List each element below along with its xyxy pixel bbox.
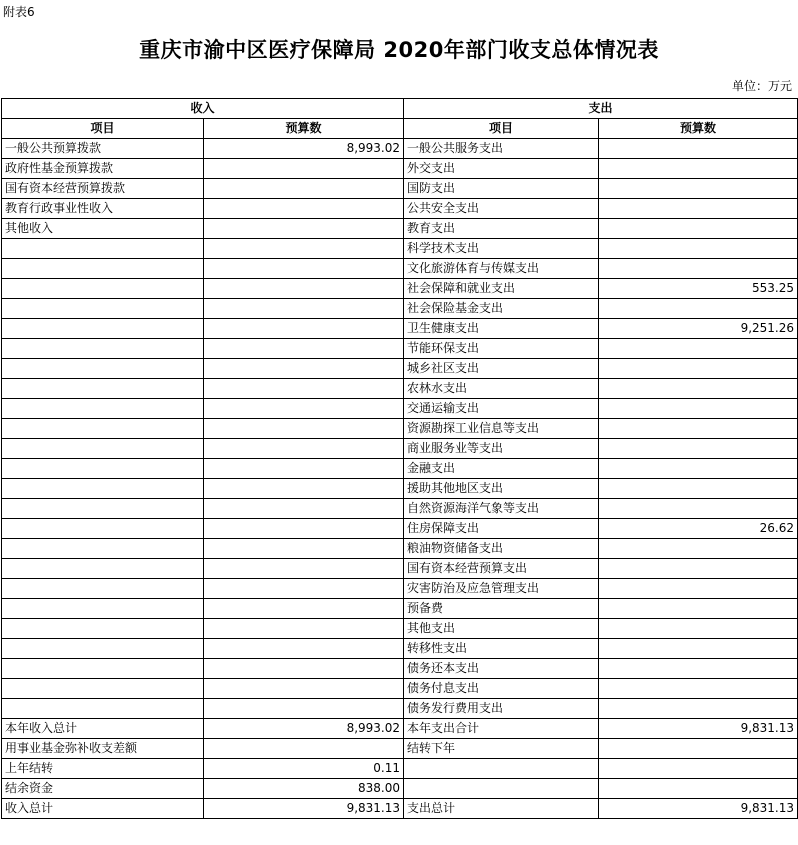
income-value-cell — [204, 619, 404, 639]
column-header-row — [2, 119, 798, 139]
income-value-cell: 9,831.13 — [204, 799, 404, 819]
expense-value-cell — [599, 259, 798, 279]
income-item-cell — [2, 399, 204, 419]
table-row — [2, 259, 798, 279]
table-row — [2, 459, 798, 479]
income-value-cell: 8,993.02 — [204, 139, 404, 159]
expense-item-cell: 本年支出合计 — [404, 719, 599, 739]
expense-value-cell — [599, 559, 798, 579]
income-item-cell — [2, 479, 204, 499]
table-row — [2, 279, 798, 299]
income-value-cell — [204, 679, 404, 699]
income-value-cell — [204, 339, 404, 359]
income-value-cell — [204, 519, 404, 539]
table-row — [2, 179, 798, 199]
table-row — [2, 639, 798, 659]
expense-item-cell: 教育支出 — [404, 219, 599, 239]
expense-value-cell — [599, 159, 798, 179]
income-item-cell — [2, 519, 204, 539]
table-row — [2, 519, 798, 539]
income-value-cell — [204, 159, 404, 179]
income-value-cell — [204, 179, 404, 199]
expense-value-cell — [599, 219, 798, 239]
expense-value-cell — [599, 379, 798, 399]
expense-value-cell — [599, 419, 798, 439]
table-row — [2, 219, 798, 239]
expense-value-cell — [599, 359, 798, 379]
expense-item-cell: 节能环保支出 — [404, 339, 599, 359]
table-row — [2, 319, 798, 339]
income-item-cell — [2, 599, 204, 619]
expense-value-cell — [599, 399, 798, 419]
expense-item-cell: 债务还本支出 — [404, 659, 599, 679]
table-row — [2, 159, 798, 179]
income-item-cell — [2, 279, 204, 299]
income-section-header: 收入 — [2, 99, 404, 119]
expense-item-cell: 社会保险基金支出 — [404, 299, 599, 319]
table-row — [2, 579, 798, 599]
income-value-cell — [204, 699, 404, 719]
income-item-cell — [2, 619, 204, 639]
income-item-cell — [2, 579, 204, 599]
expense-value-cell — [599, 179, 798, 199]
income-value-cell — [204, 639, 404, 659]
income-item-cell: 政府性基金预算拨款 — [2, 159, 204, 179]
table-row — [2, 359, 798, 379]
table-row — [2, 599, 798, 619]
expense-item-cell: 自然资源海洋气象等支出 — [404, 499, 599, 519]
table-row — [2, 739, 798, 759]
expense-item-cell: 外交支出 — [404, 159, 599, 179]
expense-value-cell — [599, 439, 798, 459]
income-item-cell: 本年收入总计 — [2, 719, 204, 739]
expense-item-cell: 商业服务业等支出 — [404, 439, 599, 459]
expense-section-header: 支出 — [404, 99, 798, 119]
income-item-cell — [2, 699, 204, 719]
expense-item-cell: 灾害防治及应急管理支出 — [404, 579, 599, 599]
income-item-cell: 国有资本经营预算拨款 — [2, 179, 204, 199]
expense-value-cell — [599, 239, 798, 259]
income-value-cell — [204, 739, 404, 759]
expense-value-cell — [599, 539, 798, 559]
income-item-cell — [2, 239, 204, 259]
income-item-cell — [2, 299, 204, 319]
expense-item-cell: 转移性支出 — [404, 639, 599, 659]
expense-value-cell: 26.62 — [599, 519, 798, 539]
expense-item-cell: 结转下年 — [404, 739, 599, 759]
expense-item-cell: 文化旅游体育与传媒支出 — [404, 259, 599, 279]
income-value-cell — [204, 659, 404, 679]
expense-value-cell — [599, 499, 798, 519]
table-row — [2, 799, 798, 819]
expense-budget-header: 预算数 — [599, 119, 798, 139]
budget-table — [1, 98, 798, 819]
income-value-cell: 8,993.02 — [204, 719, 404, 739]
income-item-cell — [2, 259, 204, 279]
expense-value-cell — [599, 199, 798, 219]
income-item-cell — [2, 439, 204, 459]
income-value-cell — [204, 379, 404, 399]
expense-item-header: 项目 — [404, 119, 599, 139]
income-value-cell — [204, 599, 404, 619]
income-item-cell: 收入总计 — [2, 799, 204, 819]
income-item-cell: 用事业基金弥补收支差额 — [2, 739, 204, 759]
income-item-cell: 结余资金 — [2, 779, 204, 799]
expense-value-cell: 9,831.13 — [599, 719, 798, 739]
expense-value-cell — [599, 639, 798, 659]
expense-item-cell: 国防支出 — [404, 179, 599, 199]
expense-value-cell — [599, 299, 798, 319]
expense-item-cell: 粮油物资储备支出 — [404, 539, 599, 559]
expense-item-cell: 预备费 — [404, 599, 599, 619]
unit-label: 单位：万元 — [731, 79, 792, 93]
income-value-cell — [204, 199, 404, 219]
income-value-cell: 0.11 — [204, 759, 404, 779]
expense-value-cell — [599, 619, 798, 639]
income-item-cell — [2, 559, 204, 579]
table-row — [2, 539, 798, 559]
expense-item-cell: 农林水支出 — [404, 379, 599, 399]
income-value-cell — [204, 499, 404, 519]
table-row — [2, 139, 798, 159]
table-row — [2, 419, 798, 439]
table-row — [2, 379, 798, 399]
expense-value-cell — [599, 699, 798, 719]
expense-item-cell: 资源勘探工业信息等支出 — [404, 419, 599, 439]
expense-value-cell — [599, 139, 798, 159]
income-value-cell — [204, 279, 404, 299]
expense-item-cell — [404, 759, 599, 779]
income-item-cell: 其他收入 — [2, 219, 204, 239]
table-row — [2, 779, 798, 799]
table-row — [2, 239, 798, 259]
expense-item-cell: 债务付息支出 — [404, 679, 599, 699]
table-row — [2, 339, 798, 359]
expense-value-cell — [599, 679, 798, 699]
income-item-cell — [2, 659, 204, 679]
expense-value-cell — [599, 659, 798, 679]
income-value-cell — [204, 239, 404, 259]
annex-label: 附表6 — [3, 5, 35, 19]
table-row — [2, 399, 798, 419]
income-value-cell — [204, 459, 404, 479]
section-header-row — [2, 99, 798, 119]
income-item-cell — [2, 379, 204, 399]
table-row — [2, 479, 798, 499]
income-item-cell — [2, 359, 204, 379]
table-row — [2, 759, 798, 779]
income-item-cell — [2, 539, 204, 559]
expense-item-cell: 援助其他地区支出 — [404, 479, 599, 499]
income-value-cell — [204, 359, 404, 379]
income-value-cell — [204, 259, 404, 279]
expense-item-cell: 支出总计 — [404, 799, 599, 819]
expense-item-cell: 城乡社区支出 — [404, 359, 599, 379]
table-row — [2, 439, 798, 459]
expense-item-cell: 社会保障和就业支出 — [404, 279, 599, 299]
expense-value-cell: 553.25 — [599, 279, 798, 299]
income-value-cell — [204, 319, 404, 339]
income-value-cell — [204, 439, 404, 459]
income-value-cell: 838.00 — [204, 779, 404, 799]
income-value-cell — [204, 299, 404, 319]
table-row — [2, 199, 798, 219]
income-budget-header: 预算数 — [204, 119, 404, 139]
income-item-cell — [2, 339, 204, 359]
income-value-cell — [204, 419, 404, 439]
table-row — [2, 719, 798, 739]
expense-item-cell — [404, 779, 599, 799]
expense-item-cell: 国有资本经营预算支出 — [404, 559, 599, 579]
income-value-cell — [204, 479, 404, 499]
expense-item-cell: 债务发行费用支出 — [404, 699, 599, 719]
expense-item-cell: 卫生健康支出 — [404, 319, 599, 339]
table-row — [2, 679, 798, 699]
income-item-cell — [2, 459, 204, 479]
expense-value-cell — [599, 339, 798, 359]
table-row — [2, 499, 798, 519]
income-item-cell: 一般公共预算拨款 — [2, 139, 204, 159]
expense-value-cell — [599, 479, 798, 499]
income-item-cell: 教育行政事业性收入 — [2, 199, 204, 219]
expense-item-cell: 交通运输支出 — [404, 399, 599, 419]
income-item-cell — [2, 499, 204, 519]
income-value-cell — [204, 219, 404, 239]
page-title: 重庆市渝中区医疗保障局 2020年部门收支总体情况表 — [139, 38, 659, 62]
income-item-cell: 上年结转 — [2, 759, 204, 779]
expense-value-cell — [599, 459, 798, 479]
expense-item-cell: 其他支出 — [404, 619, 599, 639]
income-item-cell — [2, 419, 204, 439]
expense-value-cell: 9,251.26 — [599, 319, 798, 339]
income-item-header: 项目 — [2, 119, 204, 139]
expense-value-cell: 9,831.13 — [599, 799, 798, 819]
expense-value-cell — [599, 759, 798, 779]
expense-item-cell: 公共安全支出 — [404, 199, 599, 219]
income-value-cell — [204, 559, 404, 579]
expense-item-cell: 住房保障支出 — [404, 519, 599, 539]
table-row — [2, 299, 798, 319]
expense-value-cell — [599, 599, 798, 619]
expense-value-cell — [599, 779, 798, 799]
expense-item-cell: 一般公共服务支出 — [404, 139, 599, 159]
expense-item-cell: 金融支出 — [404, 459, 599, 479]
expense-item-cell: 科学技术支出 — [404, 239, 599, 259]
table-row — [2, 699, 798, 719]
income-value-cell — [204, 579, 404, 599]
income-value-cell — [204, 539, 404, 559]
table-row — [2, 659, 798, 679]
table-row — [2, 559, 798, 579]
table-row — [2, 619, 798, 639]
income-item-cell — [2, 639, 204, 659]
income-value-cell — [204, 399, 404, 419]
income-item-cell — [2, 319, 204, 339]
expense-value-cell — [599, 739, 798, 759]
income-item-cell — [2, 679, 204, 699]
expense-value-cell — [599, 579, 798, 599]
